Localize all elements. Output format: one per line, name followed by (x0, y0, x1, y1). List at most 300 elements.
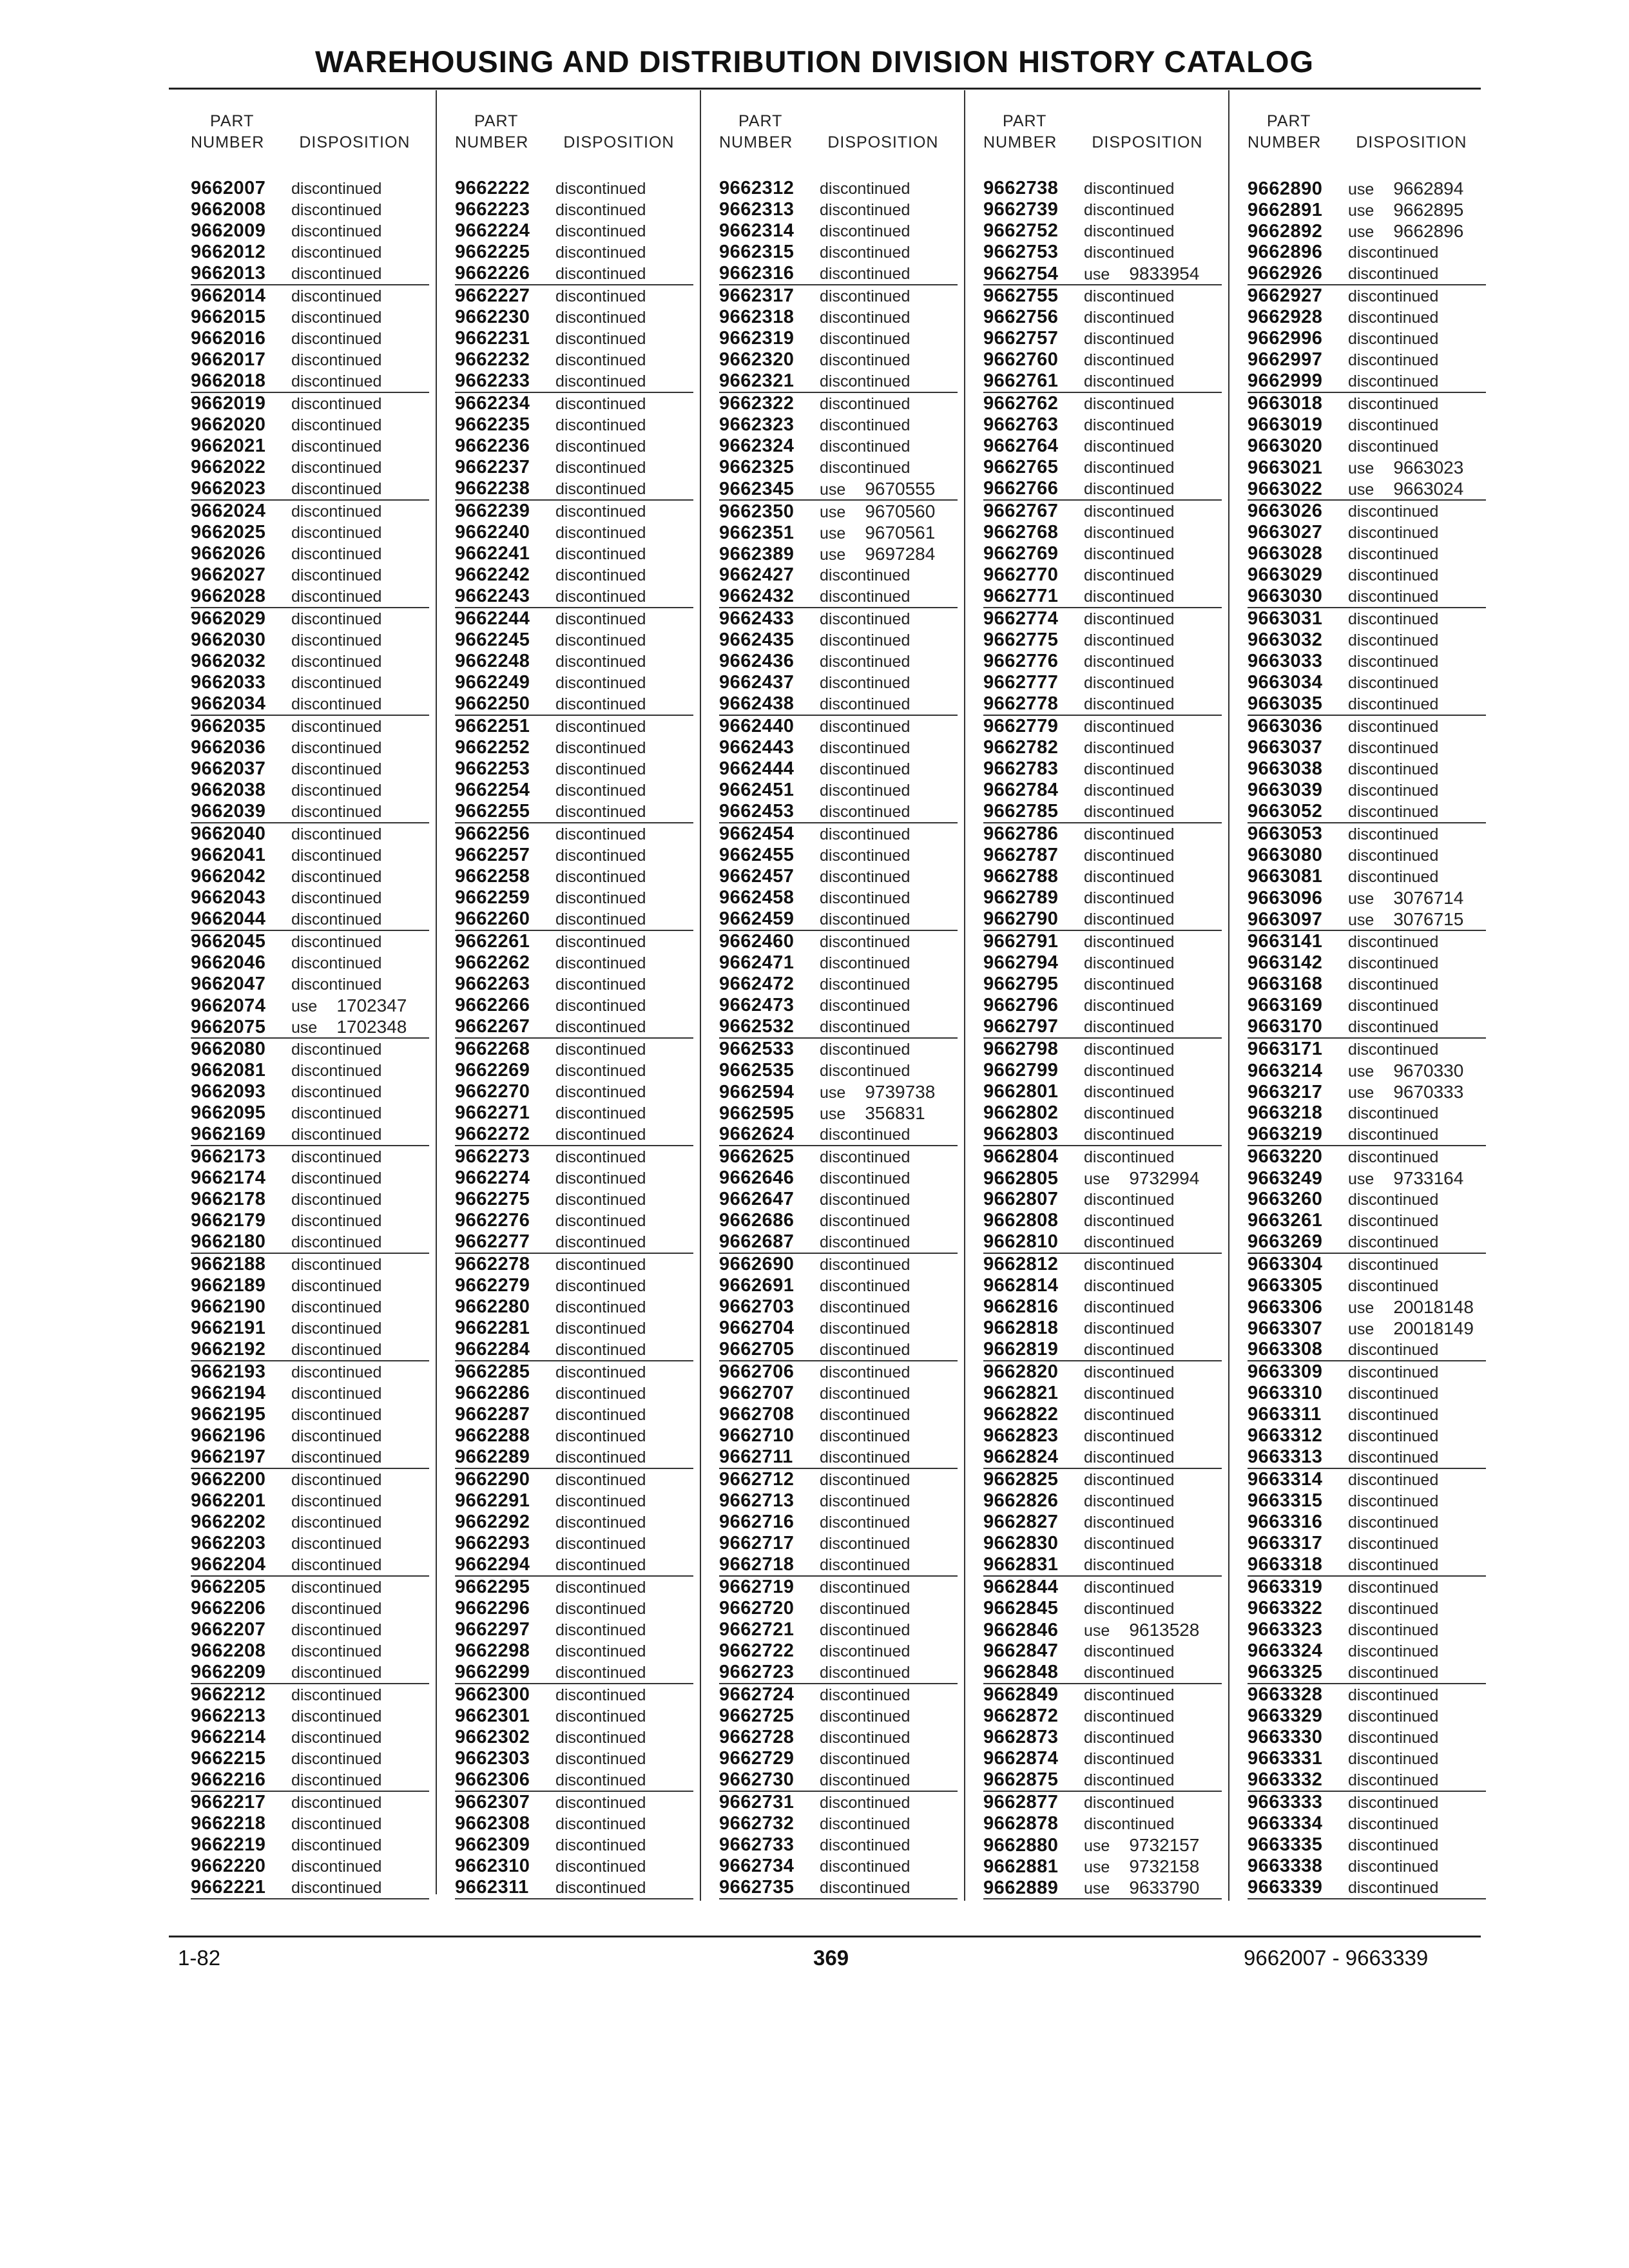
part-number: 9662080 (191, 1039, 266, 1059)
part-number: 9662795 (983, 974, 1059, 994)
part-number: 9662844 (983, 1577, 1059, 1597)
part-number: 9662801 (983, 1081, 1059, 1102)
disposition: discontinued (1084, 1471, 1175, 1489)
part-number: 9663332 (1248, 1769, 1323, 1790)
part-number: 9662451 (719, 780, 795, 800)
disposition: discontinued (555, 695, 646, 713)
part-number: 9663052 (1248, 801, 1323, 822)
part-number: 9662721 (719, 1619, 795, 1640)
disposition: discontinued (555, 372, 646, 390)
part-number: 9662208 (191, 1640, 266, 1661)
disposition: discontinued (1348, 803, 1439, 821)
disposition: discontinued (1348, 760, 1439, 778)
table-row (719, 1662, 958, 1684)
table-row (1248, 501, 1486, 522)
header-number: NUMBER (983, 133, 1057, 151)
part-number: 9662038 (191, 780, 266, 800)
replacement-part-number: 9833954 (1129, 264, 1200, 284)
part-number: 9662293 (455, 1533, 530, 1553)
table-row (1248, 1383, 1486, 1404)
part-number: 9662020 (191, 414, 266, 435)
disposition: discontinued (291, 1256, 382, 1274)
header-disposition: DISPOSITION (1356, 133, 1467, 151)
table-row (191, 1469, 429, 1490)
part-number: 9662226 (455, 263, 530, 284)
disposition: discontinued (291, 1427, 382, 1445)
disposition: discontinued (1348, 1579, 1439, 1597)
part-number: 9662017 (191, 349, 266, 370)
disposition: discontinued (1348, 351, 1439, 369)
table-row (455, 1577, 693, 1598)
table-row (719, 1275, 958, 1296)
table-row (191, 285, 429, 307)
part-number: 9662625 (719, 1146, 795, 1167)
part-number: 9663305 (1248, 1275, 1323, 1296)
table-row (455, 995, 693, 1016)
part-number: 9662761 (983, 370, 1059, 391)
part-number: 9662251 (455, 716, 530, 736)
table-row (1248, 370, 1486, 393)
table-row (1248, 414, 1486, 436)
disposition: discontinued (820, 1126, 911, 1144)
disposition: discontinued (291, 739, 382, 757)
disposition: discontinued (555, 1212, 646, 1230)
disposition: discontinued (555, 1041, 646, 1059)
part-number: 9662729 (719, 1748, 795, 1769)
disposition: discontinued (820, 1621, 911, 1639)
disposition: discontinued (555, 265, 646, 283)
table-row (455, 1748, 693, 1769)
disposition: discontinued (1348, 1836, 1439, 1854)
disposition: discontinued (820, 1363, 911, 1381)
table-row (983, 1275, 1222, 1296)
part-number: 9662779 (983, 716, 1059, 736)
part-number: 9662444 (719, 758, 795, 779)
part-number: 9662230 (455, 307, 530, 327)
part-number: 9662237 (455, 457, 530, 477)
disposition: discontinued (820, 1794, 911, 1812)
table-row (455, 1189, 693, 1210)
table-row (719, 801, 958, 823)
replacement-part-number: 9613528 (1129, 1620, 1200, 1640)
disposition: discontinued (820, 954, 911, 972)
table-row (719, 307, 958, 328)
catalog-column-2 (455, 178, 693, 1899)
part-number: 9662849 (983, 1684, 1059, 1705)
table-row (1248, 1748, 1486, 1769)
part-number: 9663169 (1248, 995, 1323, 1015)
table-row (983, 1792, 1222, 1813)
disposition: discontinued (1348, 309, 1439, 327)
part-number: 9662036 (191, 737, 266, 758)
part-number: 9662274 (455, 1168, 530, 1188)
table-row (983, 1231, 1222, 1254)
bottom-rule (169, 1936, 1481, 1937)
part-number: 9662261 (455, 931, 530, 952)
disposition: discontinued (291, 524, 382, 542)
table-row (719, 1168, 958, 1189)
part-number: 9662825 (983, 1469, 1059, 1490)
table-row (1248, 1577, 1486, 1598)
part-number: 9662214 (191, 1727, 266, 1747)
table-row (983, 1060, 1222, 1081)
part-number: 9662311 (455, 1877, 529, 1898)
header-disposition: DISPOSITION (827, 133, 939, 151)
disposition: discontinued (291, 610, 382, 628)
part-number: 9662206 (191, 1598, 266, 1619)
table-row (455, 543, 693, 564)
table-row (455, 370, 693, 393)
table-row (983, 608, 1222, 629)
disposition: use 9662896 (1348, 221, 1464, 241)
table-row (1248, 866, 1486, 887)
disposition: discontinued (1348, 416, 1439, 434)
table-row (1248, 693, 1486, 716)
part-number: 9662281 (455, 1318, 530, 1338)
disposition: discontinued (291, 868, 382, 886)
disposition: discontinued (1348, 1600, 1439, 1618)
disposition: discontinued (1084, 1126, 1175, 1144)
part-number: 9662234 (455, 393, 530, 414)
part-number: 9662805 (983, 1168, 1059, 1189)
part-number: 9662213 (191, 1706, 266, 1726)
table-row (983, 242, 1222, 263)
disposition: discontinued (1348, 1514, 1439, 1532)
part-number: 9662790 (983, 908, 1059, 929)
part-number: 9662808 (983, 1210, 1059, 1231)
table-row (983, 436, 1222, 457)
table-row (455, 931, 693, 952)
disposition: discontinued (1084, 1320, 1175, 1338)
disposition: discontinued (1084, 1256, 1175, 1274)
disposition: discontinued (820, 1514, 911, 1532)
part-number: 9662292 (455, 1512, 530, 1532)
table-row (455, 522, 693, 543)
table-row (191, 952, 429, 974)
part-number: 9662687 (719, 1231, 795, 1252)
part-number: 9662289 (455, 1446, 530, 1467)
table-row (191, 1577, 429, 1598)
table-row (719, 608, 958, 629)
disposition: discontinued (555, 480, 646, 498)
disposition: discontinued (555, 1556, 646, 1574)
disposition: discontinued (555, 739, 646, 757)
part-number: 9662731 (719, 1792, 795, 1812)
part-number: 9663214 (1248, 1061, 1323, 1081)
part-number: 9662433 (719, 608, 795, 629)
part-number: 9662820 (983, 1361, 1059, 1382)
disposition: discontinued (820, 1729, 911, 1747)
table-row (191, 1877, 429, 1899)
disposition: use 9663024 (1348, 479, 1464, 499)
table-row (455, 1210, 693, 1231)
disposition: discontinued (820, 1191, 911, 1209)
disposition: discontinued (820, 1233, 911, 1251)
part-number: 9662471 (719, 952, 795, 973)
disposition: discontinued (1348, 1148, 1439, 1166)
disposition: discontinued (1348, 1212, 1439, 1230)
table-row (455, 1469, 693, 1490)
disposition: discontinued (1348, 1621, 1439, 1639)
replacement-part-number: 9697284 (865, 544, 936, 564)
disposition: discontinued (1348, 782, 1439, 800)
part-number: 9662046 (191, 952, 266, 973)
table-row (719, 1577, 958, 1598)
part-number: 9662043 (191, 887, 266, 908)
disposition: discontinued (1084, 524, 1175, 542)
part-number: 9662730 (719, 1769, 795, 1790)
table-row (1248, 393, 1486, 414)
table-row (983, 1339, 1222, 1361)
table-row (719, 866, 958, 887)
table-row (983, 178, 1222, 199)
disposition: discontinued (1348, 1642, 1439, 1660)
table-row (455, 220, 693, 242)
table-row (1248, 1296, 1486, 1318)
replacement-part-number: 356831 (865, 1103, 925, 1123)
footer-date: 1-82 (178, 1946, 221, 1970)
disposition: discontinued (555, 760, 646, 778)
table-row (191, 1296, 429, 1318)
header-part: PART (474, 112, 519, 130)
disposition: discontinued (555, 1256, 646, 1274)
table-row (455, 758, 693, 780)
disposition: discontinued (820, 1836, 911, 1854)
disposition: discontinued (555, 847, 646, 865)
part-number: 9662594 (719, 1082, 795, 1102)
table-row (455, 1446, 693, 1469)
disposition: discontinued (555, 825, 646, 843)
replacement-part-number: 9739738 (865, 1082, 936, 1102)
disposition: discontinued (291, 782, 382, 800)
part-number: 9662025 (191, 522, 266, 543)
part-number: 9662435 (719, 629, 795, 650)
disposition: discontinued (291, 265, 382, 283)
disposition: use 9732157 (1084, 1835, 1200, 1855)
part-number: 9662009 (191, 220, 266, 241)
disposition: discontinued (291, 695, 382, 713)
part-number: 9662763 (983, 414, 1059, 435)
disposition: discontinued (820, 1018, 911, 1036)
part-number: 9662178 (191, 1189, 266, 1209)
disposition: discontinued (555, 588, 646, 606)
table-row (191, 1383, 429, 1404)
disposition: discontinued (820, 1471, 911, 1489)
disposition: discontinued (291, 1104, 382, 1122)
table-row (1248, 436, 1486, 457)
disposition: discontinued (820, 631, 911, 649)
table-row (983, 1512, 1222, 1533)
table-row (455, 716, 693, 737)
disposition: discontinued (1084, 309, 1175, 327)
part-number: 9662045 (191, 931, 266, 952)
disposition: discontinued (1084, 1083, 1175, 1101)
table-row (191, 1640, 429, 1662)
table-row (983, 1577, 1222, 1598)
disposition: discontinued (1084, 1600, 1175, 1618)
replacement-part-number: 9732157 (1129, 1835, 1200, 1855)
part-number: 9662706 (719, 1361, 795, 1382)
disposition: discontinued (1348, 1771, 1439, 1789)
part-number: 9662042 (191, 866, 266, 887)
part-number: 9663171 (1248, 1039, 1323, 1059)
disposition: discontinued (1084, 1277, 1175, 1295)
disposition: discontinued (820, 868, 911, 886)
disposition: discontinued (291, 975, 382, 994)
disposition: discontinued (291, 1836, 382, 1854)
table-row (1248, 758, 1486, 780)
top-rule (169, 88, 1481, 90)
disposition: discontinued (1348, 1686, 1439, 1704)
part-number: 9662014 (191, 285, 266, 306)
table-row (191, 823, 429, 845)
table-row (719, 1640, 958, 1662)
disposition: discontinued (291, 351, 382, 369)
disposition: discontinued (820, 1600, 911, 1618)
disposition: discontinued (291, 372, 382, 390)
disposition: discontinued (555, 180, 646, 198)
part-number: 9663304 (1248, 1254, 1323, 1274)
disposition: discontinued (291, 201, 382, 219)
part-number: 9663335 (1248, 1834, 1323, 1855)
table-row (983, 220, 1222, 242)
disposition: discontinued (555, 287, 646, 305)
table-row (1248, 1446, 1486, 1469)
disposition: discontinued (1084, 674, 1175, 692)
part-number: 9662802 (983, 1102, 1059, 1123)
part-number: 9662232 (455, 349, 530, 370)
table-row (455, 1318, 693, 1339)
part-number: 9662028 (191, 586, 266, 606)
part-number: 9662220 (191, 1856, 266, 1876)
table-row (1248, 1039, 1486, 1060)
disposition: discontinued (291, 244, 382, 262)
table-row (191, 1512, 429, 1533)
table-row (983, 1189, 1222, 1210)
disposition: discontinued (555, 1298, 646, 1316)
part-number: 9662278 (455, 1254, 530, 1274)
part-number: 9662297 (455, 1619, 530, 1640)
disposition: discontinued (820, 1535, 911, 1553)
disposition: discontinued (820, 1212, 911, 1230)
table-row (983, 263, 1222, 285)
disposition: discontinued (820, 330, 911, 348)
disposition: discontinued (1084, 1212, 1175, 1230)
disposition: discontinued (1084, 1341, 1175, 1359)
table-row (983, 1168, 1222, 1189)
part-number: 9662191 (191, 1318, 266, 1338)
disposition: discontinued (820, 910, 911, 928)
disposition: discontinued (555, 653, 646, 671)
table-row (719, 1189, 958, 1210)
disposition: discontinued (291, 653, 382, 671)
part-number: 9662235 (455, 414, 530, 435)
disposition: discontinued (291, 1363, 382, 1381)
disposition: discontinued (555, 545, 646, 563)
table-row (191, 1834, 429, 1856)
table-row (719, 1339, 958, 1361)
disposition: discontinued (291, 459, 382, 477)
disposition: discontinued (820, 610, 911, 628)
part-number: 9662250 (455, 693, 530, 714)
table-row (983, 1640, 1222, 1662)
table-row (455, 629, 693, 651)
part-number: 9662845 (983, 1598, 1059, 1619)
table-row (191, 1792, 429, 1813)
disposition: discontinued (1084, 1492, 1175, 1510)
disposition: discontinued (1084, 437, 1175, 456)
part-number: 9662718 (719, 1554, 795, 1575)
disposition: discontinued (291, 1794, 382, 1812)
disposition: discontinued (291, 1664, 382, 1682)
replacement-part-number: 9733164 (1393, 1168, 1464, 1188)
disposition: discontinued (1348, 933, 1439, 951)
disposition: discontinued (820, 1041, 911, 1059)
disposition: discontinued (555, 395, 646, 413)
disposition: discontinued (291, 760, 382, 778)
disposition: discontinued (1084, 1664, 1175, 1682)
table-row (191, 263, 429, 285)
part-number: 9662624 (719, 1124, 795, 1144)
part-number: 9662796 (983, 995, 1059, 1015)
part-number: 9662013 (191, 263, 266, 284)
table-row (983, 780, 1222, 801)
table-row (455, 1254, 693, 1275)
disposition: discontinued (555, 1858, 646, 1876)
part-number: 9662286 (455, 1383, 530, 1403)
part-number: 9663053 (1248, 823, 1323, 844)
disposition: discontinued (555, 566, 646, 584)
table-row (983, 1254, 1222, 1275)
table-row (719, 1102, 958, 1124)
table-row (983, 931, 1222, 952)
table-row (191, 199, 429, 220)
part-number: 9662996 (1248, 328, 1323, 349)
part-number: 9662255 (455, 801, 530, 822)
table-row (1248, 1813, 1486, 1834)
table-row (719, 1039, 958, 1060)
catalog-column-3 (719, 178, 958, 1899)
replacement-part-number: 9670560 (865, 501, 936, 521)
part-number: 9662999 (1248, 370, 1323, 391)
part-number: 9662719 (719, 1577, 795, 1597)
part-number: 9662771 (983, 586, 1059, 606)
part-number: 9662880 (983, 1835, 1059, 1856)
disposition: discontinued (820, 1858, 911, 1876)
part-number: 9662319 (719, 328, 795, 349)
table-row (983, 285, 1222, 307)
table-row (455, 672, 693, 693)
disposition: discontinued (1084, 480, 1175, 498)
disposition: use 9697284 (820, 544, 936, 564)
disposition: discontinued (291, 1320, 382, 1338)
table-row (1248, 1619, 1486, 1640)
disposition: discontinued (555, 1320, 646, 1338)
part-number: 9663322 (1248, 1598, 1323, 1619)
disposition: discontinued (1348, 653, 1439, 671)
part-number: 9662716 (719, 1512, 795, 1532)
part-number: 9662889 (983, 1878, 1059, 1898)
part-number: 9662007 (191, 178, 266, 198)
table-row (455, 349, 693, 370)
table-row (455, 501, 693, 522)
part-number: 9663218 (1248, 1102, 1323, 1123)
part-number: 9663036 (1248, 716, 1323, 736)
disposition: discontinued (555, 1471, 646, 1489)
table-row (719, 1856, 958, 1877)
table-row (191, 349, 429, 370)
column-divider (436, 90, 437, 1894)
